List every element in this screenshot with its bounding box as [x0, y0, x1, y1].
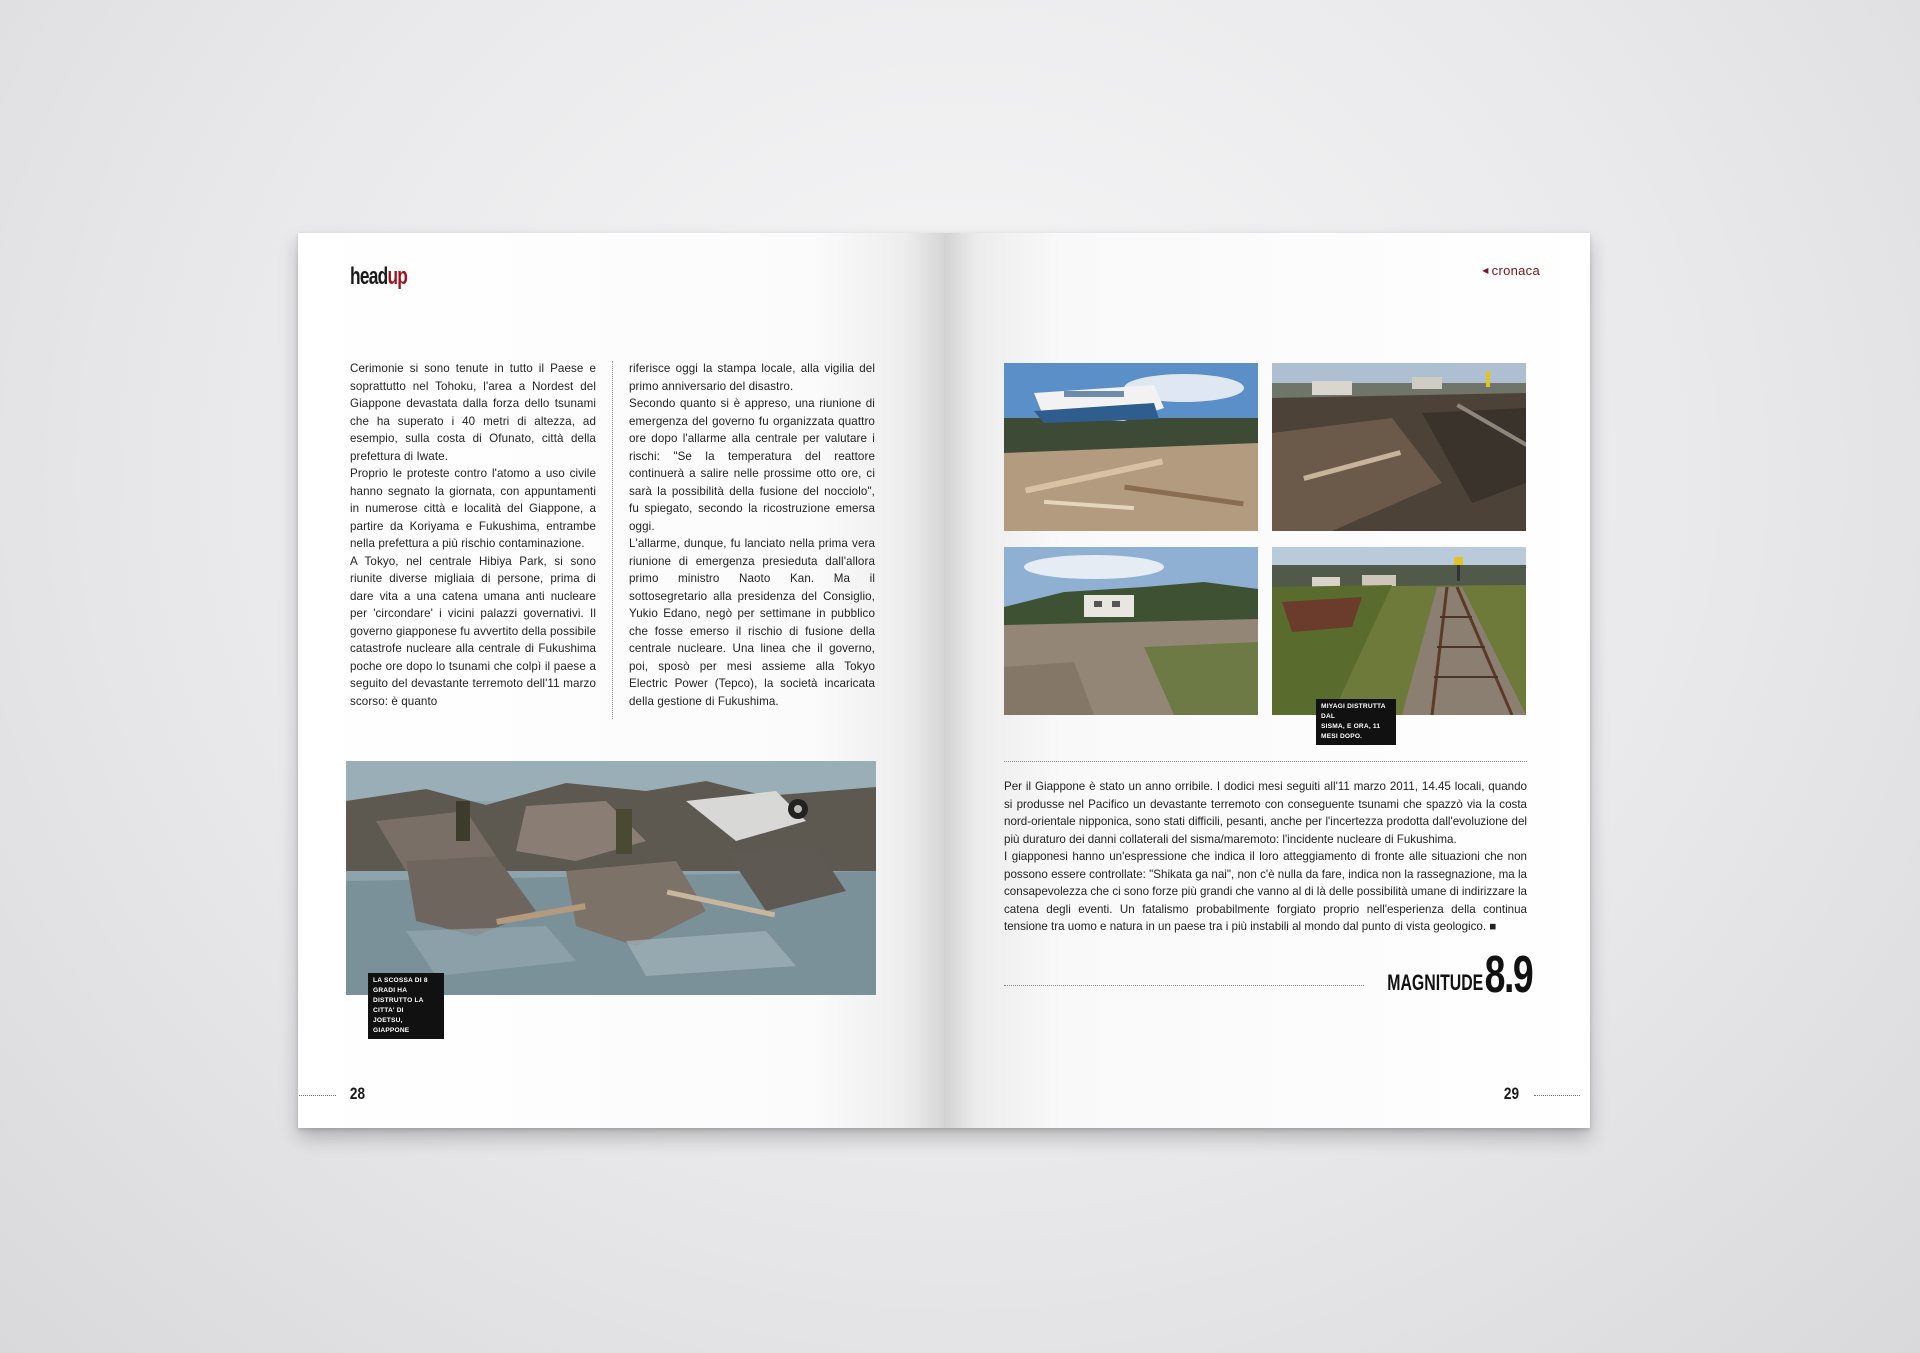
photo-caption-right: MIYAGI DISTRUTTA DAL SISMA, E ORA, 11 MESI DOPO. [1316, 699, 1396, 745]
logo-part-up: up [387, 263, 408, 290]
page-number-leader [298, 1095, 336, 1096]
magnitude-callout [1350, 946, 1532, 1004]
article-column-2 [629, 360, 875, 710]
photo-cleared-land [1004, 547, 1258, 715]
photo-stranded-boat [1004, 363, 1258, 531]
section-divider [1004, 761, 1527, 762]
paragraph: Per il Giappone è stato un anno orribile. I dodici mesi seguiti all'11 marzo 2011, 14.45 locali, quando si produsse nel Pacifico un devastante terremoto con conseguente tsunami che spazzò via la costa nord-orientale nipponica, sono stati difficili, pesanti, anche per l'incertezza prodotta dall'evoluzione del più duraturo dei danni collaterali del sisma/maremoto: l'incidente nucleare di Fukushima. [1004, 780, 1527, 846]
paragraph: riferisce oggi la stampa locale, alla vigilia del primo anniversario del disastro. [629, 362, 875, 393]
logo-part-head: head [350, 263, 388, 290]
article-column-1 [350, 360, 596, 710]
column-divider [612, 361, 613, 719]
paragraph: L'allarme, dunque, fu lanciato nella prima vera riunione di emergenza presieduta dall'allora primo ministro Naoto Kan. Ma il sottosegretario alla presidenza del Consiglio, Yukio Edano, negò per settimane in pubblico che fosse emerso il rischio di fusione della centrale nucleare. Una linea che il governo, poi, sposò per mesi assieme alla Tokyo Electric Power (Tepco), la società incaricata della gestione di Fukushima. [629, 537, 875, 708]
section-label: ◀ cronaca [1482, 263, 1540, 278]
right-article-body [1004, 778, 1527, 936]
photo-flooded-debris [346, 761, 876, 995]
paragraph: Proprio le proteste contro l'atomo a uso civile hanno segnato la giornata, con appuntamenti in numerose città e località del Giappone, a partire da Koriyama e Fukushima, entrambe nella prefettura a più rischio contaminazione. [350, 467, 596, 550]
magnitude-rule [1004, 985, 1364, 986]
right-page [944, 233, 1590, 1128]
magazine-logo [350, 263, 407, 291]
photo-rubble-field [1272, 363, 1526, 531]
paragraph: A Tokyo, nel centrale Hibiya Park, si sono riunite diverse migliaia di persone, prima di dare vita a una catena umana anti nucleare per 'circondare' i vicini palazzi governativi. Il governo giapponese fu avvertito della possibile catastrofe nucleare alla centrale di Fukushima poche ore dopo lo tsunami che colpì il paese a seguito del devastante terremoto dell'11 marzo scorso: è quanto [350, 554, 596, 708]
page-number-left: 28 [349, 1084, 366, 1103]
paragraph: I giapponesi hanno un'espressione che indica il loro atteggiamento di fronte alle situazioni che non possono essere controllate: "Shikata ga nai", non c'è nulla da fare, indica non la rassegnazione, ma la consapevolezza che ci sono forze più grandi che vanno al di là delle possibilità umane di indirizzare la catena degli eventi. Un fatalismo probabilmente forgiato proprio nell'esperienza della continua tensione tra uomo e natura in un paese tra i più instabili al mondo dal punto di vista geologico. ■ [1004, 850, 1527, 933]
left-page [298, 233, 944, 1128]
triangle-left-icon: ◀ [1482, 266, 1489, 275]
magnitude-value: 8.9 [1484, 946, 1532, 1004]
magazine-spread [298, 233, 1590, 1128]
magnitude-label: MAGNITUDE [1387, 970, 1484, 995]
photo-caption-left: LA SCOSSA DI 8 GRADI HA DISTRUTTO LA CITTA' DI JOETSU, GIAPPONE [368, 973, 444, 1039]
photo-railway-tracks [1272, 547, 1526, 715]
page-number-right: 29 [1503, 1084, 1520, 1103]
paragraph: Secondo quanto si è appreso, una riunione di emergenza del governo fu organizzata quattro ore dopo l'allarme alla centrale per valutare i rischi: "Se la temperatura del reattore continuerà a salire nelle prossime otto ore, ci sarà la possibilità della fusione del nocciolo", fu spiegato, secondo la ricostruzione emersa oggi. [629, 397, 875, 533]
paragraph: Cerimonie si sono tenute in tutto il Paese e soprattutto nel Tohoku, l'area a Nordest del Giappone devastata dalla forza dello tsunami che ha superato i 40 metri di altezza, ad esempio, sulla costa di Ofunato, città della prefettura di Iwate. [350, 362, 596, 463]
page-number-leader [1534, 1095, 1580, 1096]
